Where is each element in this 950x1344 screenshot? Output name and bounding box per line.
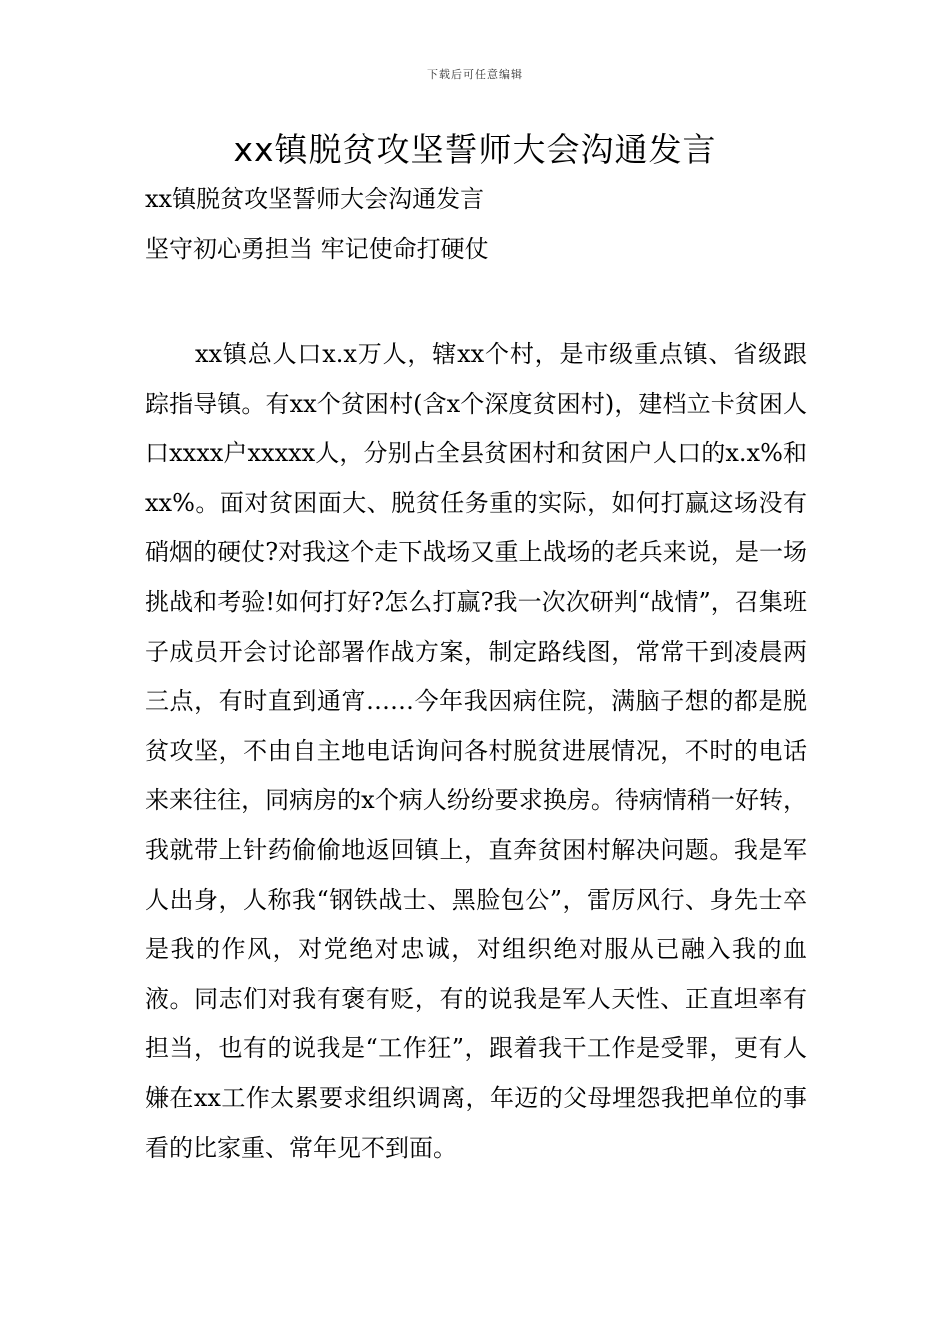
document-title: xx镇脱贫攻坚誓师大会沟通发言 [233, 130, 717, 169]
header-note: 下载后可任意编辑 [427, 68, 523, 81]
subtitle-line-2: 坚守初心勇担当 牢记使命打硬仗 [145, 235, 489, 263]
body-paragraph: xx镇总人口x.x万人，辖xx个村，是市级重点镇、省级跟踪指导镇。有xx个贫困村(含x个深度贫困村)，建档立卡贫困人口xxxx户xxxxx人，分别占全县贫困村和贫困户人口的x.x%和xx%。面对贫困面大、脱贫任务重的实际，如何打赢这场没有硝烟的硬仗?对我这个走下战场又重上战场的老兵来说，是一场挑战和考验!如何打好?怎么打赢?我一次次研判“战情”，召集班子成员开会讨论部署作战方案，制定路线图，常常干到凌晨两三点，有时直到通宵……今年我因病住院，满脑子想的都是脱贫攻坚，不由自主地电话询问各村脱贫进展情况，不时的电话来来往往，同病房的x个病人纷纷要求换房。待病情稍一好转，我就带上针药偷偷地返回镇上，直奔贫困村解决问题。我是军人出身，人称我“钢铁战士、黑脸包公”，雷厉风行、身先士卒是我的作风，对党绝对忠诚，对组织绝对服从已融入我的血液。同志们对我有褒有贬，有的说我是军人天性、正直坦率有担当，也有的说我是“工作狂”，跟着我干工作是受罪，更有人嫌在xx工作太累要求组织调离，年迈的父母埋怨我把单位的事看的比家重、常年见不到面。 [145, 340, 807, 1162]
subtitle-line-1: xx镇脱贫攻坚誓师大会沟通发言 [145, 185, 485, 213]
